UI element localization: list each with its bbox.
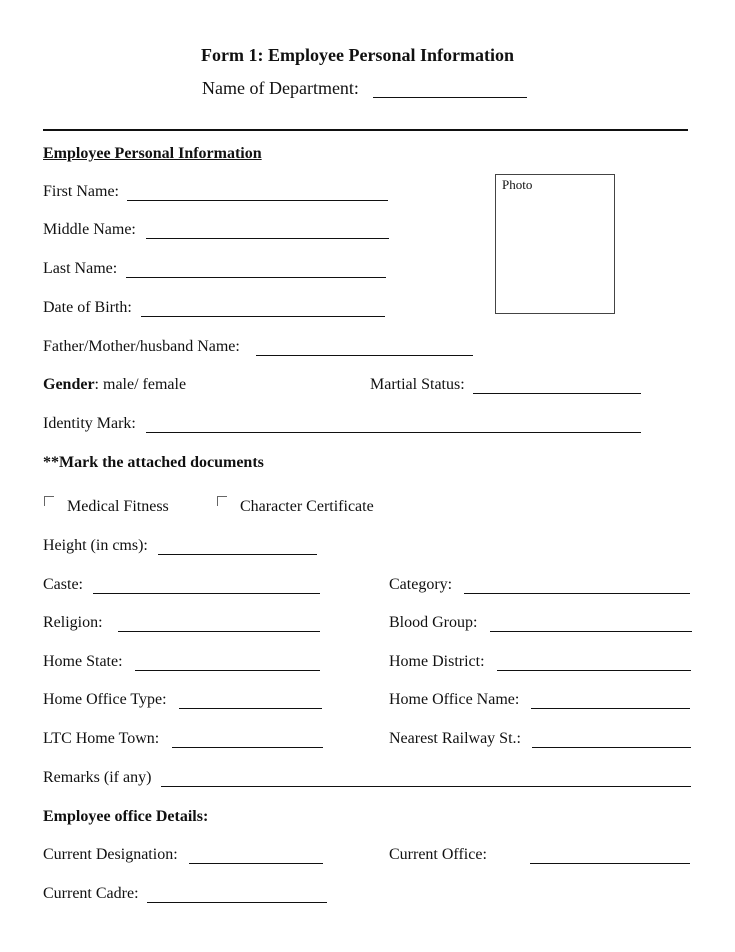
blood-group-label: Blood Group: — [389, 614, 478, 631]
photo-box[interactable] — [495, 174, 615, 314]
ltc-home-town-field[interactable] — [172, 747, 323, 748]
photo-label: Photo — [502, 177, 533, 192]
remarks-label: Remarks (if any) — [43, 769, 152, 786]
home-office-name-label: Home Office Name: — [389, 691, 520, 708]
marital-status-label: Martial Status: — [370, 376, 465, 393]
category-label: Category: — [389, 576, 453, 593]
category-field[interactable] — [464, 593, 690, 594]
first-name-label: First Name: — [43, 183, 119, 200]
nearest-railway-field[interactable] — [532, 747, 691, 748]
office-details-heading: Employee office Details: — [43, 808, 209, 825]
home-state-field[interactable] — [135, 670, 320, 671]
character-certificate-checkbox[interactable] — [217, 496, 227, 506]
current-cadre-label: Current Cadre: — [43, 885, 139, 902]
marital-status-field[interactable] — [473, 393, 641, 394]
dob-label: Date of Birth: — [43, 299, 132, 316]
gender-row — [43, 376, 186, 394]
nearest-railway-label: Nearest Railway St.: — [389, 730, 521, 747]
department-field[interactable] — [373, 97, 527, 98]
height-label: Height (in cms): — [43, 537, 148, 554]
identity-mark-label: Identity Mark: — [43, 415, 136, 432]
caste-label: Caste: — [43, 576, 83, 593]
blood-group-field[interactable] — [490, 631, 692, 632]
caste-field[interactable] — [93, 593, 320, 594]
parent-name-field[interactable] — [256, 355, 473, 356]
home-office-name-field[interactable] — [531, 708, 690, 709]
current-office-field[interactable] — [530, 863, 690, 864]
gender-label: Gender — [43, 376, 95, 393]
documents-heading: **Mark the attached documents — [43, 454, 264, 471]
home-district-field[interactable] — [497, 670, 691, 671]
home-office-type-field[interactable] — [179, 708, 322, 709]
home-district-label: Home District: — [389, 653, 485, 670]
ltc-home-town-label: LTC Home Town: — [43, 730, 160, 747]
height-field[interactable] — [158, 554, 317, 555]
header-divider — [43, 129, 688, 131]
parent-name-label: Father/Mother/husband Name: — [43, 338, 240, 355]
current-designation-field[interactable] — [189, 863, 323, 864]
current-office-label: Current Office: — [389, 846, 487, 863]
religion-label: Religion: — [43, 614, 103, 631]
middle-name-label: Middle Name: — [43, 221, 136, 238]
religion-field[interactable] — [118, 631, 320, 632]
section-heading-personal: Employee Personal Information — [43, 145, 262, 162]
current-designation-label: Current Designation: — [43, 846, 178, 863]
first-name-field[interactable] — [127, 200, 388, 201]
medical-fitness-checkbox[interactable] — [44, 496, 54, 506]
current-cadre-field[interactable] — [147, 902, 327, 903]
department-label: Name of Department: — [202, 78, 359, 98]
gender-options[interactable]: : male/ female — [94, 376, 187, 393]
home-state-label: Home State: — [43, 653, 123, 670]
home-office-type-label: Home Office Type: — [43, 691, 167, 708]
medical-fitness-label: Medical Fitness — [67, 498, 169, 515]
remarks-field[interactable] — [161, 786, 691, 787]
identity-mark-field[interactable] — [146, 432, 641, 433]
middle-name-field[interactable] — [146, 238, 389, 239]
dob-field[interactable] — [141, 316, 385, 317]
character-certificate-label: Character Certificate — [240, 498, 374, 515]
last-name-label: Last Name: — [43, 260, 118, 277]
last-name-field[interactable] — [126, 277, 386, 278]
form-title: Form 1: Employee Personal Information — [201, 45, 514, 65]
